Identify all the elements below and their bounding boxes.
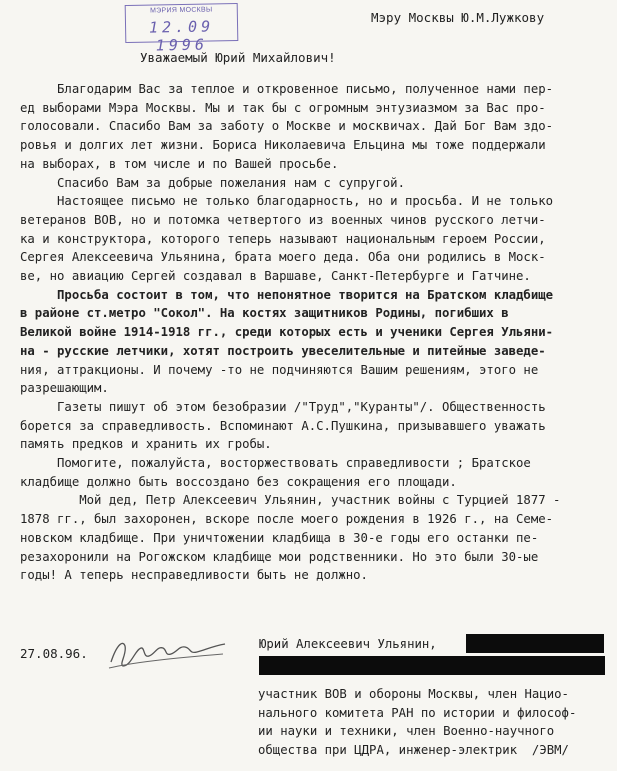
letter-date: 27.08.96. xyxy=(20,646,88,661)
body-line: Настоящее письмо не только благодарность, но и просьба. И не только xyxy=(20,194,554,209)
body-line: ветеранов ВОВ, но и потомка четвертого из военных чинов русского летчи- xyxy=(20,212,546,227)
body-line: ровья и долгих лет жизни. Бориса Николаевича Ельцина мы тоже поддержали xyxy=(20,138,546,153)
body-line: Благодарим Вас за теплое и откровенное письмо, полученное нами пер- xyxy=(20,82,554,96)
body-line: кладбище должно быть воссоздано без сокращения его площади. xyxy=(20,474,457,489)
body-line: ния, аттракционы. И почему -то не подчиняются Вашим решениям, этого не xyxy=(20,362,539,377)
body-line: Мой дед, Петр Алексеевич Ульянин, участник войны с Турцией 1877 - xyxy=(20,493,561,508)
body-line: Спасибо Вам за добрые пожелания нам с супругой. xyxy=(20,175,405,190)
stamp-org: МЭРИЯ МОСКВЫ xyxy=(150,6,213,15)
body-line: новском кладбище. При уничтожении кладбища в 30-е годы его останки пе- xyxy=(20,530,539,545)
body-line: в районе ст.метро "Сокол". На костях защитников Родины, погибших в xyxy=(20,306,509,321)
body-line: резахоронили на Рогожском кладбище мои родственники. Но это были 30-ые xyxy=(20,549,539,564)
body-line: память предков и хранить их гробы. xyxy=(20,437,272,452)
body-line: Помогите, пожалуйста, восторжествовать справедливости ; Братское xyxy=(20,456,531,471)
salutation: Уважаемый Юрий Михайлович! xyxy=(140,50,336,65)
body-line: Просьба состоит в том, что непонятное творится на Братском кладбище xyxy=(20,287,554,302)
body-line: на выборах, в том числе и по Вашей просьбе. xyxy=(20,156,339,171)
handwritten-signature xyxy=(105,632,230,672)
body-line: голосовали. Спасибо Вам за заботу о Москве и москвичах. Дай Бог Вам здо- xyxy=(20,119,554,134)
credentials-line: ии науки и техники, член Военно-научного xyxy=(258,724,555,739)
credentials-line: общества при ЦДРА, инженер-электрик /ЭВМ/ xyxy=(258,743,569,758)
body-line: ве, но авиацию Сергей создавал в Варшаве, Санкт-Петербурге и Гатчине. xyxy=(20,269,531,284)
body-line: Великой войне 1914-1918 гг., среди которых есть и ученики Сергея Ульяни- xyxy=(20,325,554,340)
body-line: Сергея Алексеевича Ульянина, брата моего деда. Оба они родились в Моск- xyxy=(20,250,546,265)
body-line: Газеты пишут об этом безобразии /"Труд","Куранты"/. Общественность xyxy=(20,399,546,414)
body-line: разрешающим. xyxy=(20,381,109,396)
stamp-date: 12.09 1996 xyxy=(148,17,215,55)
body-line: 1878 гг., был захоронен, вскоре после моего рождения в 1926 г., на Семе- xyxy=(20,512,554,527)
redaction-bar xyxy=(259,656,605,675)
body-line: ед выборами Мэра Москвы. Мы и так бы с огромным энтузиазмом за Вас про- xyxy=(20,100,546,115)
letter-body xyxy=(20,80,605,585)
body-line: годы! А теперь несправедливости быть не должно. xyxy=(20,568,368,583)
body-line: ка и конструктора, которого теперь называют национальным героем России, xyxy=(20,231,546,246)
registration-stamp xyxy=(125,3,239,55)
redaction-bar xyxy=(466,634,604,653)
credentials-line: участник ВОВ и обороны Москвы, член Нацио- xyxy=(258,687,569,701)
body-line: борется за справедливость. Вспоминают А.С.Пушкина, призывавшего уважать xyxy=(20,418,546,433)
addressee: Мэру Москвы Ю.М.Лужкову xyxy=(371,10,545,25)
credentials-line: нального комитета РАН по истории и философ- xyxy=(258,705,577,720)
signer-name: Юрий Алексеевич Ульянин, xyxy=(259,637,437,651)
signer-credentials xyxy=(258,685,576,760)
body-line: на - русские летчики, хотят построить увеселительные и питейные заведе- xyxy=(20,343,546,358)
